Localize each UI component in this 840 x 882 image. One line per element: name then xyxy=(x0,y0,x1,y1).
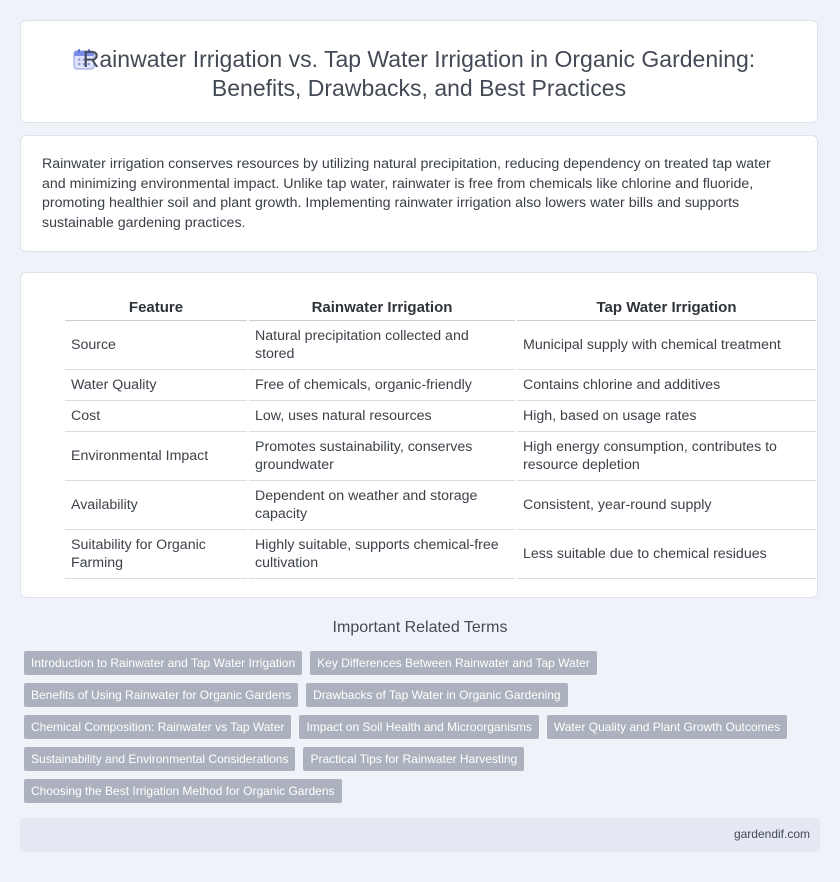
related-term-tag[interactable]: Key Differences Between Rainwater and Tap Water xyxy=(310,651,597,675)
table-row xyxy=(65,370,816,401)
cell-feature: Suitability for Organic Farming xyxy=(65,530,247,579)
cell-tapwater: Consistent, year-round supply xyxy=(517,481,816,530)
cell-rainwater: Promotes sustainability, conserves groundwater xyxy=(249,432,515,481)
comparison-card xyxy=(20,272,818,598)
page-title-line-2: Benefits, Drawbacks, and Best Practices xyxy=(211,75,627,101)
related-term-tag[interactable]: Choosing the Best Irrigation Method for Organic Gardens xyxy=(24,779,342,803)
cell-rainwater: Dependent on weather and storage capacity xyxy=(249,481,515,530)
intro-paragraph: Rainwater irrigation conserves resources by utilizing natural precipitation, reducing dependency on treated tap water and minimizing environmental impact. Unlike tap water, rainwater is free from chemicals like chlorine and fluoride, promoting healthier soil and plant growth. Implementing rainwater irrigation also lowers water bills and supports sustainable gardening practices. xyxy=(42,156,771,231)
cell-rainwater: Low, uses natural resources xyxy=(249,401,515,432)
related-terms-list xyxy=(24,651,804,811)
cell-rainwater: Highly suitable, supports chemical-free cultivation xyxy=(249,530,515,579)
related-term-tag[interactable]: Benefits of Using Rainwater for Organic Gardens xyxy=(24,683,298,707)
cell-feature: Cost xyxy=(65,401,247,432)
cell-tapwater: High energy consumption, contributes to resource depletion xyxy=(517,432,816,481)
cell-feature: Environmental Impact xyxy=(65,432,247,481)
related-terms-heading: Important Related Terms xyxy=(332,619,508,636)
site-credit[interactable]: gardendif.com xyxy=(733,827,810,841)
cell-tapwater: High, based on usage rates xyxy=(517,401,816,432)
cell-feature: Water Quality xyxy=(65,370,247,401)
related-term-tag[interactable]: Introduction to Rainwater and Tap Water Irrigation xyxy=(24,651,302,675)
cell-rainwater: Free of chemicals, organic-friendly xyxy=(249,370,515,401)
table-row xyxy=(65,432,816,481)
related-term-tag[interactable]: Impact on Soil Health and Microorganisms xyxy=(299,715,538,739)
page-title xyxy=(21,45,817,103)
table-row xyxy=(65,401,816,432)
footer xyxy=(20,818,820,852)
header-tapwater: Tap Water Irrigation xyxy=(517,297,816,321)
table-row xyxy=(65,530,816,579)
table-header-row xyxy=(65,297,816,321)
cell-rainwater: Natural precipitation collected and stored xyxy=(249,321,515,370)
header-rainwater: Rainwater Irrigation xyxy=(249,297,515,321)
intro-card xyxy=(20,135,818,252)
cell-tapwater: Contains chlorine and additives xyxy=(517,370,816,401)
related-term-tag[interactable]: Sustainability and Environmental Considerations xyxy=(24,747,295,771)
header-feature: Feature xyxy=(65,297,247,321)
cell-feature: Availability xyxy=(65,481,247,530)
related-term-tag[interactable]: Water Quality and Plant Growth Outcomes xyxy=(547,715,787,739)
table-row xyxy=(65,321,816,370)
cell-tapwater: Municipal supply with chemical treatment xyxy=(517,321,816,370)
related-term-tag[interactable]: Practical Tips for Rainwater Harvesting xyxy=(303,747,524,771)
page-title-line-1: Rainwater Irrigation vs. Tap Water Irrigation in Organic Gardening: xyxy=(82,46,756,72)
related-term-tag[interactable]: Chemical Composition: Rainwater vs Tap Water xyxy=(24,715,291,739)
related-term-tag[interactable]: Drawbacks of Tap Water in Organic Gardening xyxy=(306,683,567,707)
table-row xyxy=(65,481,816,530)
title-card xyxy=(20,20,818,123)
comparison-table xyxy=(63,297,818,579)
cell-feature: Source xyxy=(65,321,247,370)
cell-tapwater: Less suitable due to chemical residues xyxy=(517,530,816,579)
